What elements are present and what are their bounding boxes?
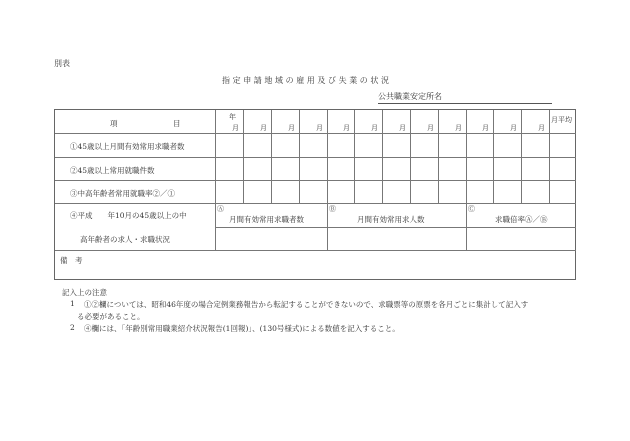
col-divider [243, 110, 244, 203]
notes-heading: 記入上の注意 [62, 288, 107, 297]
row-label-3: ③中高年齢者常用就職率②／① [70, 189, 175, 198]
col-divider [215, 110, 216, 250]
col-divider [438, 110, 439, 203]
col-divider [299, 110, 300, 203]
row-divider [55, 157, 576, 158]
row-divider [55, 250, 576, 251]
col-divider [354, 110, 355, 203]
col-divider [549, 110, 550, 203]
employment-status-table [54, 109, 576, 280]
sub-a-label: 月間有効常用求職者数 [229, 215, 304, 224]
header-month-2: 月 [260, 124, 267, 132]
row-divider [55, 180, 576, 181]
header-month-4: 月 [316, 124, 323, 132]
header-month-12: 月 [538, 124, 545, 132]
note-1-num: 1 [70, 299, 75, 308]
row4-label-line1: ④平成 年10月の45歳以上の中 [70, 211, 187, 220]
row-divider [55, 133, 576, 134]
header-month-10: 月 [482, 124, 489, 132]
header-month-5: 月 [343, 124, 350, 132]
row-label-1: ①45歳以上月間有効常用求職者数 [70, 142, 185, 151]
note-1-line1: ①②欄については、昭和46年度の場合定例業務報告から転記することができないので、求職票等の原票を各月ごとに集計して記入す [84, 300, 529, 309]
header-month-1: 月 [232, 124, 239, 132]
col-divider [382, 110, 383, 203]
header-month-8: 月 [427, 124, 434, 132]
col-divider [271, 110, 272, 203]
col-divider [466, 110, 467, 250]
header-month-11: 月 [510, 124, 517, 132]
sub-b-mark: Ⓑ [329, 205, 336, 213]
note-2-num: 2 [70, 323, 75, 332]
header-item-label-left: 項 [110, 119, 118, 128]
document-title: 指定申請地域の雇用及び失業の状況 [222, 76, 392, 85]
header-month-3: 月 [288, 124, 295, 132]
sub-c-label: 求職倍率Ⓐ／Ⓑ [495, 215, 548, 224]
header-month-9: 月 [455, 124, 462, 132]
sub-a-mark: Ⓐ [217, 205, 224, 213]
col-divider [410, 110, 411, 203]
remarks-label: 備 考 [60, 256, 83, 265]
header-month-6: 月 [371, 124, 378, 132]
attachment-label: 別表 [54, 59, 70, 68]
header-item-label-right: 目 [173, 119, 181, 128]
sub-b-label: 月間有効常用求人数 [357, 215, 425, 224]
row-divider [55, 203, 576, 204]
sub-c-mark: Ⓒ [468, 205, 475, 213]
col-divider [493, 110, 494, 203]
col-divider [521, 110, 522, 203]
note-1-line2: る必要があること。 [77, 312, 145, 321]
col-divider [327, 110, 328, 250]
header-year: 年 [229, 113, 236, 121]
note-2-line1: ④欄には、「年齢別常用職業紹介状況報告(1回報)」、(130号様式)による数値を記入すること。 [84, 324, 400, 333]
office-name-field: 公共職業安定所名 [378, 91, 552, 104]
header-monthly-average: 月平均 [551, 116, 572, 124]
row4-label-line2: 高年齢者の求人・求職状況 [80, 235, 170, 244]
row-divider [215, 227, 576, 228]
header-month-7: 月 [399, 124, 406, 132]
row-label-2: ②45歳以上常用就職件数 [70, 166, 155, 175]
